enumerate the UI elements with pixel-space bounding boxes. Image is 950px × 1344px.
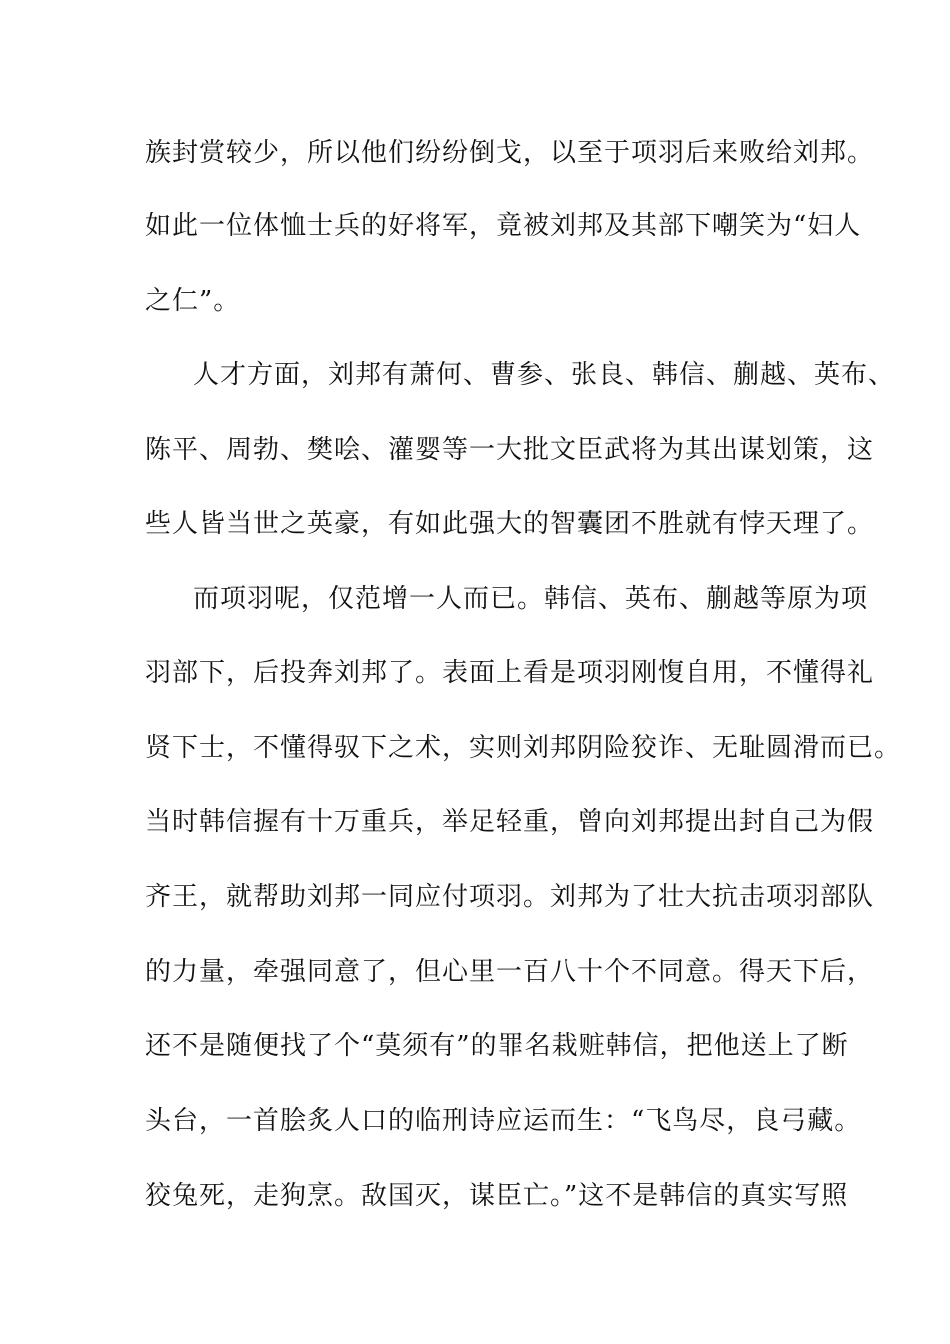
text-line: 还不是随便找了个“莫须有”的罪名栽赃韩信，把他送上了断 xyxy=(145,1031,849,1061)
text-line: 贤下士，不懂得驭下之术，实则刘邦阴险狡诈、无耻圆滑而已。 xyxy=(145,733,902,763)
paragraph-first-line: 而项羽呢，仅范增一人而已。韩信、英布、蒯越等原为项 xyxy=(193,584,869,614)
text-line: 当时韩信握有十万重兵，举足轻重，曾向刘邦提出封自己为假 xyxy=(145,807,875,837)
text-line: 齐王，就帮助刘邦一同应付项羽。刘邦为了壮大抗击项羽部队 xyxy=(145,882,875,912)
text-line: 族封赏较少，所以他们纷纷倒戈，以至于项羽后来败给刘邦。 xyxy=(145,138,875,168)
text-line: 的力量，牵强同意了，但心里一百八十个不同意。得天下后， xyxy=(145,957,875,987)
text-line: 之仁”。 xyxy=(145,286,241,316)
paragraph-first-line: 人才方面，刘邦有萧何、曹参、张良、韩信、蒯越、英布、 xyxy=(193,360,896,390)
text-line: 如此一位体恤士兵的好将军，竟被刘邦及其部下嘲笑为“妇人 xyxy=(145,211,862,241)
text-line: 些人皆当世之英豪，有如此强大的智囊团不胜就有悖天理了。 xyxy=(145,509,875,539)
text-line: 陈平、周勃、樊哙、灌婴等一大批文臣武将为其出谋划策，这 xyxy=(145,435,875,465)
text-line: 狡兔死，走狗烹。敌国灭，谋臣亡。”这不是韩信的真实写照 xyxy=(145,1181,849,1211)
text-line: 羽部下，后投奔刘邦了。表面上看是项羽刚愎自用，不懂得礼 xyxy=(145,658,875,688)
text-line: 头台，一首脍炙人口的临刑诗应运而生：“飞鸟尽，良弓藏。 xyxy=(145,1106,862,1136)
